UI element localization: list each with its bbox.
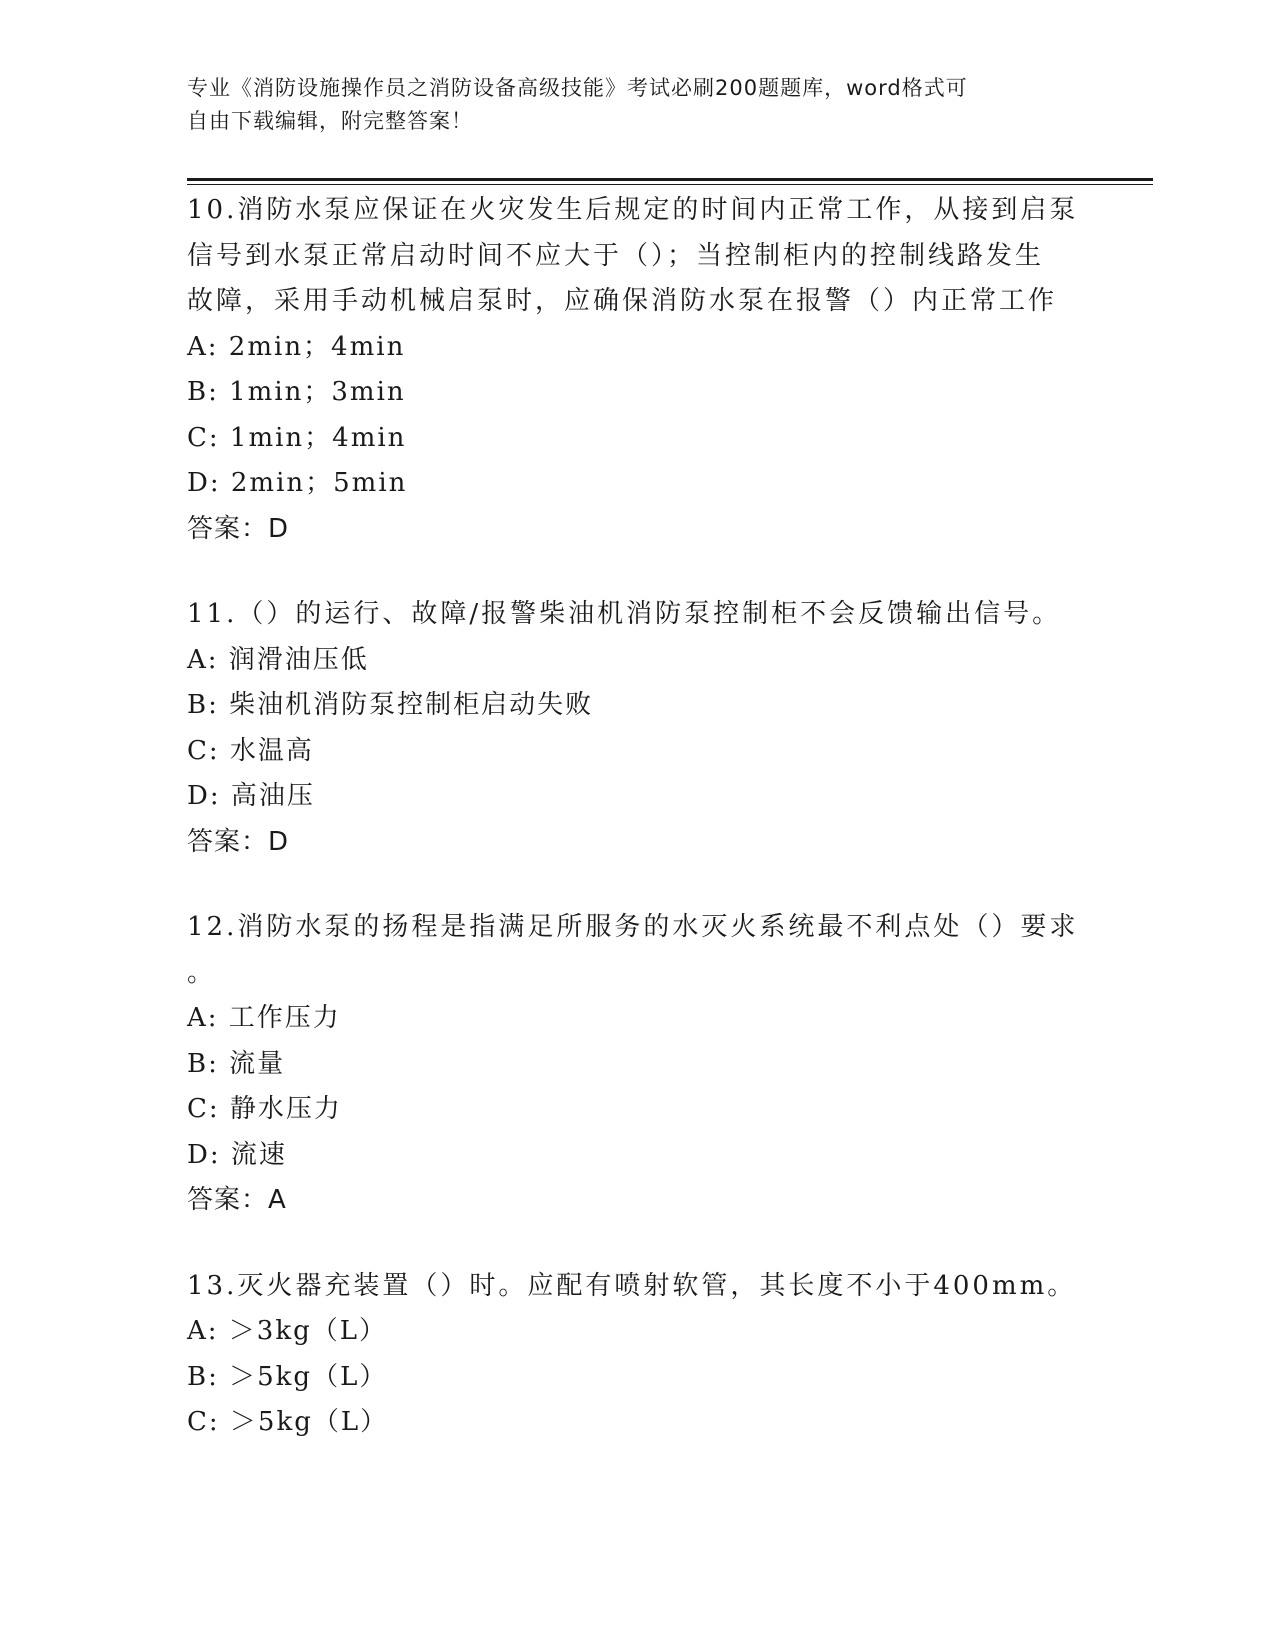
option-c: C: 1min；4min bbox=[187, 422, 407, 453]
option-b: B: 柴油机消防泵控制柜启动失败 bbox=[187, 690, 594, 720]
question-13 bbox=[187, 1264, 1087, 1446]
answer-text: 答案：D bbox=[187, 513, 290, 544]
header-line-1: 专业《消防设施操作员之消防设备高级技能》考试必刷200题题库，word格式可 bbox=[187, 76, 968, 100]
option-a: A: 2min；4min bbox=[187, 331, 406, 362]
option-b: B: 1min；3min bbox=[187, 377, 406, 407]
question-text-line: 故障，采用手动机械启泵时，应确保消防水泵在报警（）内正常工作 bbox=[187, 286, 1058, 316]
option-d: D: 流速 bbox=[187, 1139, 287, 1170]
document-header bbox=[187, 72, 1087, 138]
question-text-line: 12.消防水泵的扬程是指满足所服务的水灭火系统最不利点处（）要求 bbox=[187, 912, 1079, 942]
question-text-line: 11.（）的运行、故障/报警柴油机消防泵控制柜不会反馈输出信号。 bbox=[187, 599, 1062, 629]
header-divider-thin bbox=[187, 184, 1153, 185]
question-text-line: 。 bbox=[187, 957, 217, 988]
option-a: A: 工作压力 bbox=[187, 1003, 341, 1033]
question-list bbox=[187, 188, 1087, 1486]
option-c: C: ＞5kg（L） bbox=[187, 1407, 389, 1437]
option-d: D: 高油压 bbox=[187, 781, 315, 811]
option-a: A: 润滑油压低 bbox=[187, 644, 369, 675]
question-12 bbox=[187, 905, 1087, 1224]
answer-text: 答案：D bbox=[187, 826, 290, 857]
option-c: C: 静水压力 bbox=[187, 1094, 342, 1124]
option-b: B: ＞5kg（L） bbox=[187, 1361, 388, 1392]
question-11 bbox=[187, 592, 1087, 865]
header-line-2: 自由下载编辑，附完整答案！ bbox=[187, 109, 473, 133]
question-text-line: 信号到水泵正常启动时间不应大于（）；当控制柜内的控制线路发生 bbox=[187, 240, 1045, 271]
option-c: C: 水温高 bbox=[187, 735, 314, 766]
question-text-line: 13.灭火器充装置（）时。应配有喷射软管，其长度不小于400mm。 bbox=[187, 1270, 1077, 1301]
option-d: D: 2min；5min bbox=[187, 468, 408, 498]
question-text-line: 10.消防水泵应保证在火灾发生后规定的时间内正常工作，从接到启泵 bbox=[187, 195, 1079, 225]
header-divider-thick bbox=[187, 178, 1153, 181]
option-b: B: 流量 bbox=[187, 1048, 286, 1079]
answer-text: 答案：A bbox=[187, 1185, 287, 1215]
question-10 bbox=[187, 188, 1087, 552]
option-a: A: ＞3kg（L） bbox=[187, 1316, 388, 1346]
